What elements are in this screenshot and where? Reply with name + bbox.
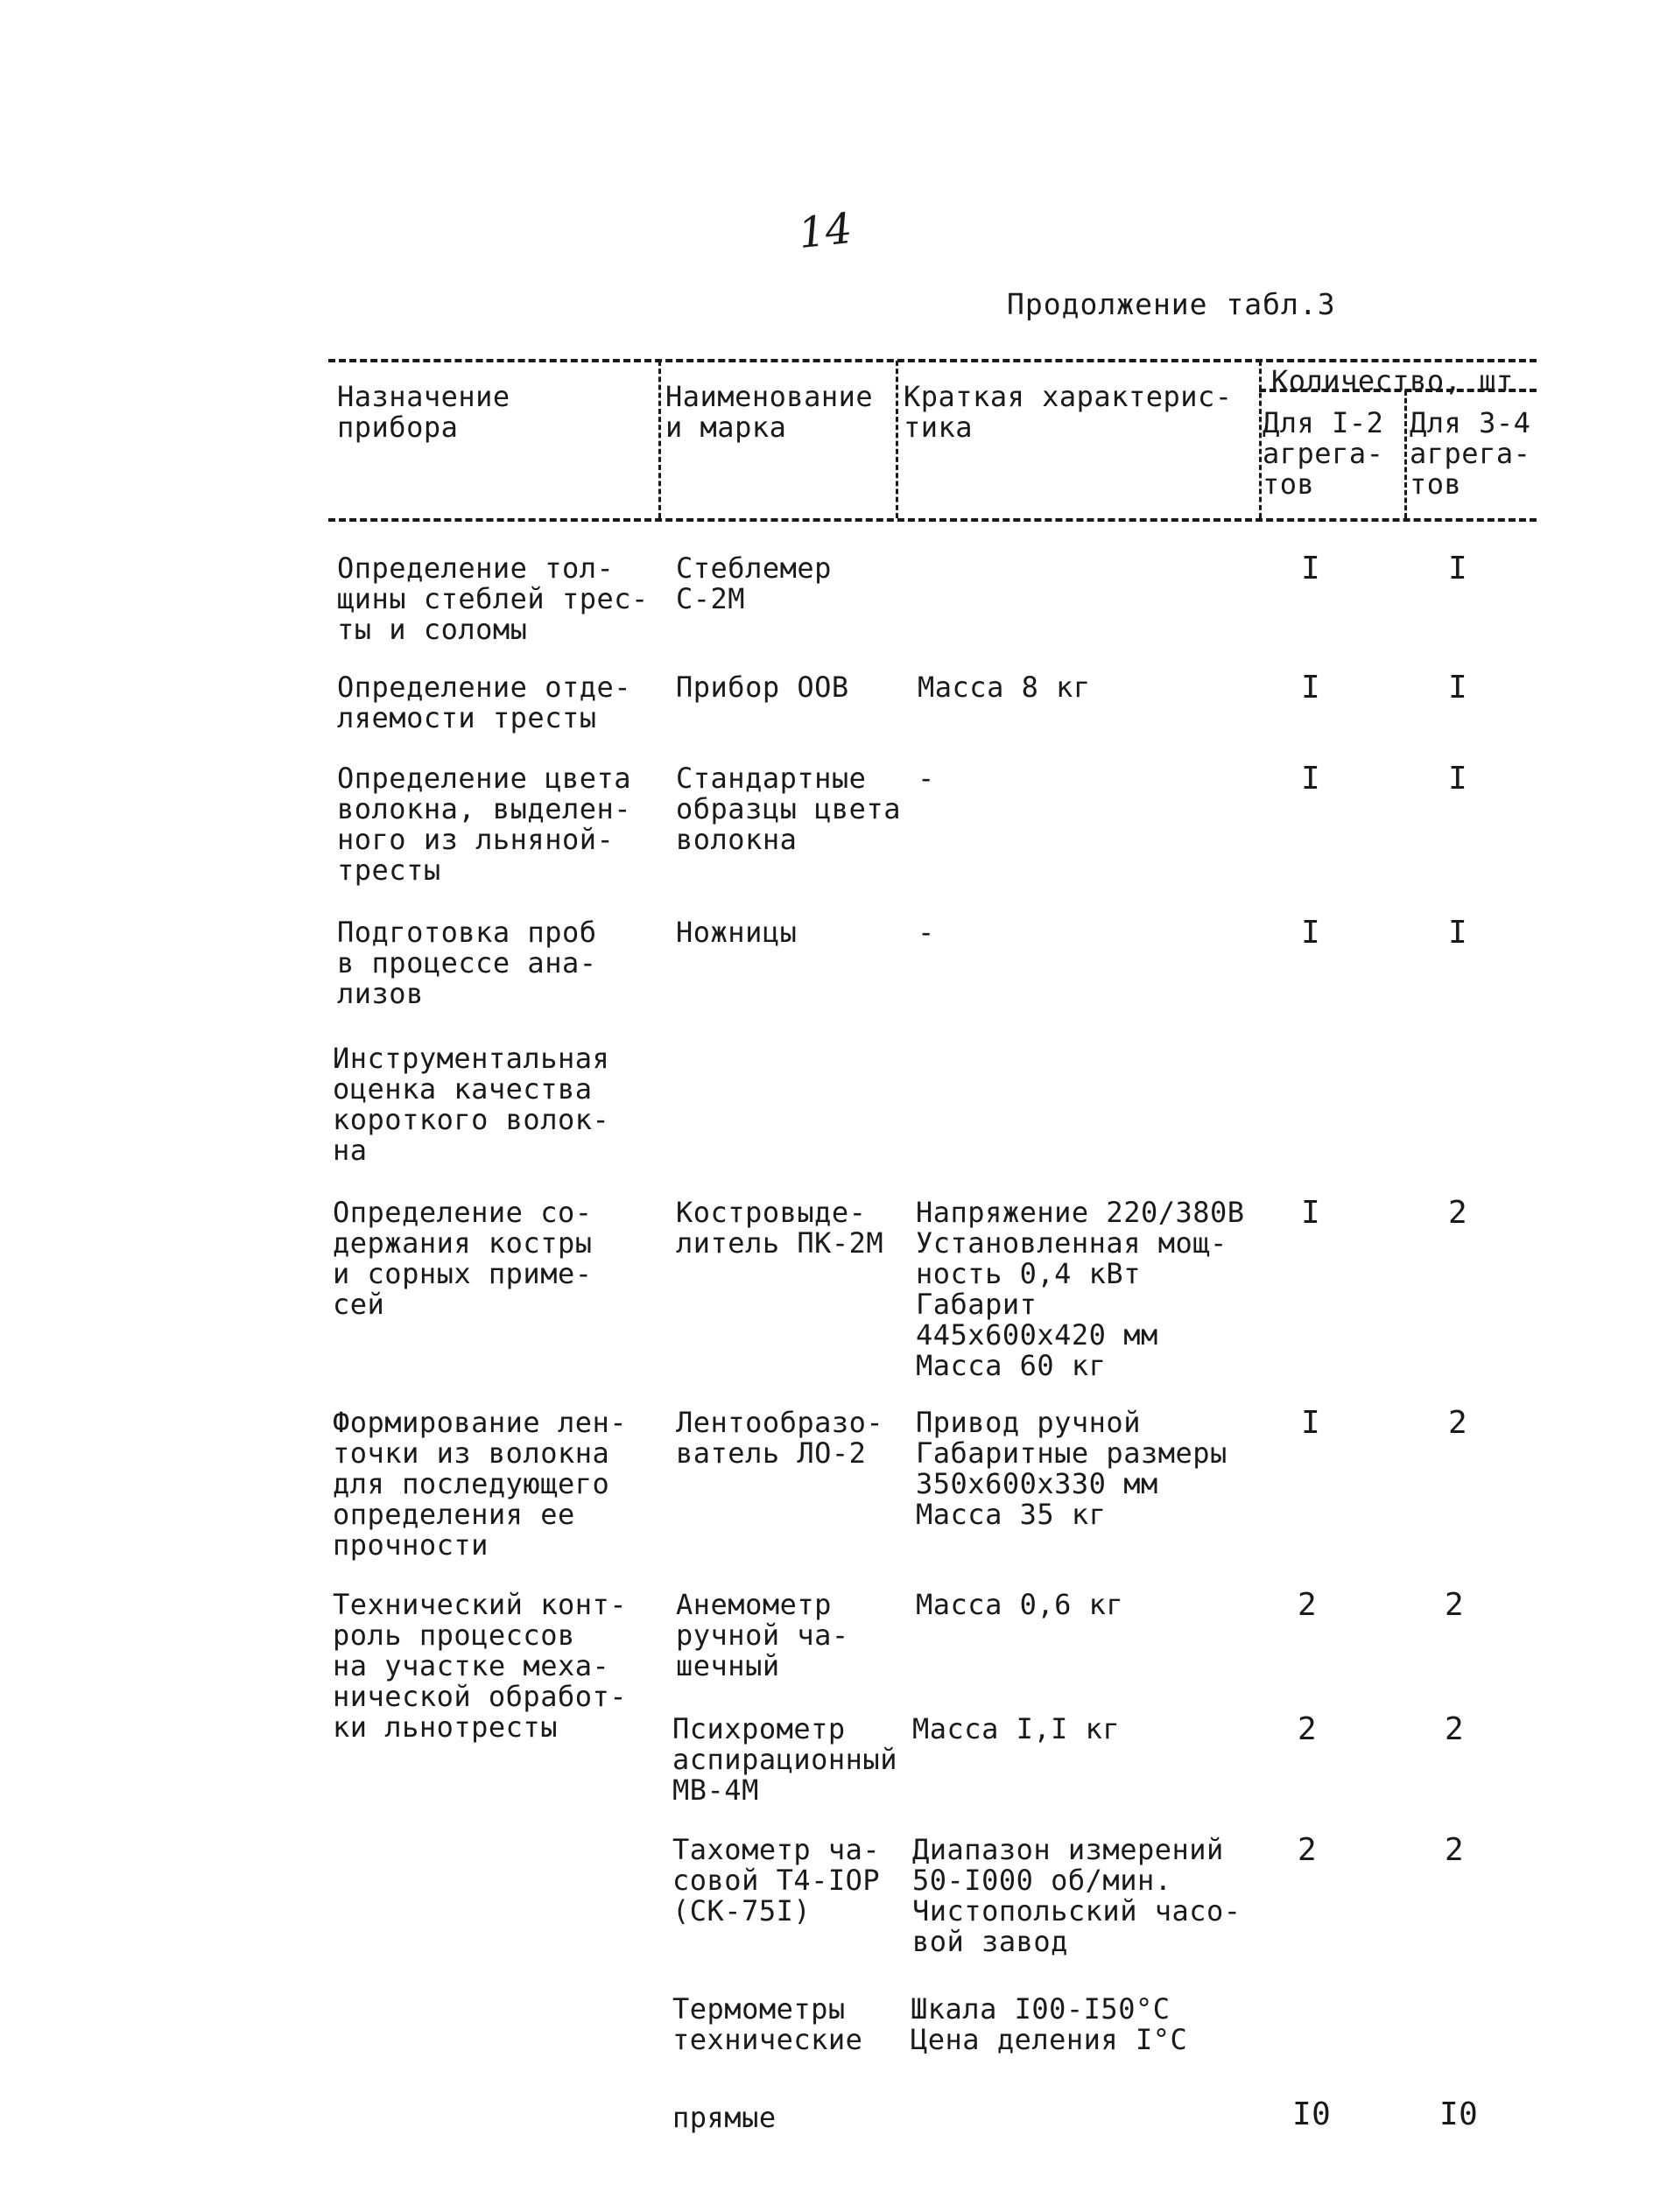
row-4-name: Ножницы — [676, 916, 798, 949]
header-name: Наименование и марка — [665, 380, 874, 444]
row-10-qty-3-4: 2 — [1445, 1832, 1465, 1868]
header-divider-2 — [896, 361, 898, 518]
row-6-name: Костровыде- литель ПК-2М — [676, 1196, 884, 1260]
header-quantity-units-1-2: Для I-2 агрега- тов — [1263, 406, 1384, 501]
row-3-qty-3-4: I — [1448, 761, 1468, 797]
row-6-spec: Напряжение 220/380В Установленная мощ- ность 0,4 кВт Габарит 445х600х420 мм Масса 60 кг — [916, 1196, 1245, 1382]
row-3-name: Стандартные образцы цвета волокна — [676, 762, 901, 856]
row-2-qty-3-4: I — [1448, 670, 1468, 706]
row-6-qty-1-2: I — [1301, 1195, 1321, 1231]
row-10-name: Тахометр ча- совой Т4-IОР (СК-75I) — [672, 1833, 881, 1928]
row-7-qty-3-4: 2 — [1448, 1405, 1468, 1441]
row-4-spec: - — [918, 916, 935, 949]
row-7-spec: Привод ручной Габаритные размеры 350х600х330 мм Масса 35 кг — [916, 1406, 1227, 1531]
row-1-qty-3-4: I — [1448, 551, 1468, 586]
row-8-spec: Масса 0,6 кг — [916, 1588, 1124, 1621]
row-9-qty-3-4: 2 — [1445, 1711, 1465, 1747]
header-bottom-rule — [328, 518, 1537, 522]
header-divider-1 — [658, 361, 661, 518]
row-1-qty-1-2: I — [1301, 551, 1321, 586]
row-8-qty-1-2: 2 — [1298, 1587, 1318, 1623]
row-10-qty-1-2: 2 — [1298, 1832, 1318, 1868]
row-5-purpose: Инструментальная оценка качества короткого волок- на — [333, 1042, 610, 1167]
row-7-name: Лентообразо- ватель ЛО-2 — [676, 1406, 884, 1470]
row-12-name: прямые — [672, 2101, 777, 2134]
row-9-spec: Масса I,I кг — [912, 1712, 1121, 1745]
row-8-name: Анемометр ручной ча- шечный — [676, 1588, 849, 1682]
row-1-purpose: Определение тол- щины стеблей трес- ты и соломы — [337, 551, 649, 646]
page-number: 14 — [796, 203, 855, 259]
row-2-purpose: Определение отде- ляемости тресты — [337, 671, 632, 734]
row-10-spec: Диапазон измерений 50-I000 об/мин. Чистопольский часо- вой завод — [912, 1833, 1242, 1958]
row-8-qty-3-4: 2 — [1445, 1587, 1465, 1623]
row-6-qty-3-4: 2 — [1448, 1195, 1468, 1231]
table-caption: Продолжение табл.3 — [1007, 287, 1336, 321]
row-2-qty-1-2: I — [1301, 670, 1321, 706]
row-7-qty-1-2: I — [1301, 1405, 1321, 1441]
row-7-purpose: Формирование лен- точки из волокна для последующего определения ее прочности — [333, 1406, 628, 1562]
row-4-qty-1-2: I — [1301, 915, 1321, 951]
header-divider-4 — [1404, 390, 1407, 518]
row-2-spec: Масса 8 кг — [918, 671, 1091, 704]
header-top-rule — [328, 359, 1537, 362]
header-divider-3 — [1259, 361, 1262, 518]
row-4-purpose: Подготовка проб в процессе ана- лизов — [337, 916, 597, 1010]
header-characteristics: Краткая характерис- тика — [904, 380, 1233, 444]
row-9-name: Психрометр аспирационный МВ-4М — [672, 1712, 897, 1807]
header-quantity-units-3-4: Для 3-4 агрега- тов — [1410, 406, 1531, 501]
row-6-purpose: Определение со- держания костры и сорных приме- сей — [333, 1196, 593, 1321]
row-2-name: Прибор ООВ — [676, 671, 849, 704]
row-3-purpose: Определение цвета волокна, выделен- ного из льняной- тресты — [337, 762, 632, 887]
row-11-name: Термометры технические — [672, 1992, 863, 2056]
row-9-qty-1-2: 2 — [1298, 1711, 1318, 1747]
header-purpose: Назначение прибора — [337, 380, 510, 444]
header-quantity: Количество, шт — [1271, 364, 1514, 397]
row-12-qty-1-2: I0 — [1292, 2096, 1332, 2132]
row-1-name: Стеблемер С-2М — [676, 551, 832, 615]
row-3-qty-1-2: I — [1301, 761, 1321, 797]
row-8-purpose: Технический конт- роль процессов на участке меха- нической обработ- ки льнотресты — [333, 1588, 628, 1744]
row-4-qty-3-4: I — [1448, 915, 1468, 951]
row-12-qty-3-4: I0 — [1439, 2096, 1479, 2132]
row-11-spec: Шкала I00-I50°С Цена деления I°С — [911, 1992, 1188, 2056]
row-3-spec: - — [918, 762, 935, 795]
